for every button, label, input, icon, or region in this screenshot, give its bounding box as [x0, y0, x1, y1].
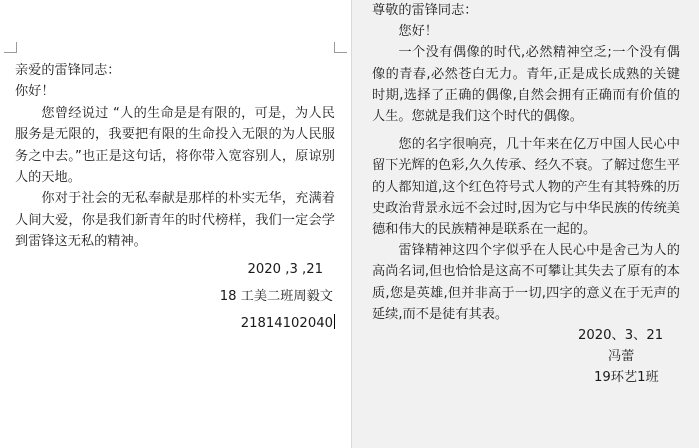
greeting: 您好！: [398, 24, 438, 40]
signature-name: 冯蕾: [608, 349, 635, 365]
salutation: 尊敬的雷锋同志：: [372, 3, 478, 18]
page-margin-corner-mark: [334, 42, 347, 53]
right-letter-body: [372, 0, 680, 389]
salutation: 亲爱的雷锋同志：: [15, 63, 121, 78]
signature-class-name: 18 工美二班周毅文: [219, 289, 333, 305]
page-margin-corner-mark: [4, 42, 17, 53]
spacer: [372, 127, 680, 134]
letter-paragraph: 您的名字很响亮，几十年来在亿万中国人民心中留下光辉的色彩,久久传承、经久不衰。了解过您生平的人都知道,这个红色符号式人物的产生有其特殊的历史政治背景永远不会过时,因为它与中华民族的传统美德和伟大的民族精神是联系在一起的。: [372, 137, 680, 238]
letter-paragraph: 您曾经说过 “人的生命是是有限的，可是，为人民服务是无限的，我要把有限的生命投入无限的为人民服务之中去。”也正是这句话，将你带入宽容别人，原谅别人的天地。: [15, 105, 335, 186]
greeting: 你好！: [15, 84, 55, 100]
letter-paragraph: 一个没有偶像的时代,必然精神空乏;一个没有偶像的青春,必然苍白无力。青年,正是成长成熟的关键时期,选择了正确的偶像,自然会拥有正确而有价值的人生。您就是我们这个时代的偶像。: [372, 45, 680, 125]
signature-date: 2020、3、21: [578, 328, 664, 344]
signature-student-id-line: [15, 313, 335, 334]
signature-date: 2020 ,3 ,21: [247, 261, 323, 277]
right-letter-page: [352, 0, 699, 448]
letter-paragraph: 你对于社会的无私奉献是那样的朴实无华，充满着人间大爱，你是我们新青年的时代榜样，我们一定会学到雷锋这无私的精神。: [15, 191, 335, 250]
left-letter-body[interactable]: [15, 60, 335, 335]
signature-class-name: 19环艺1班: [594, 370, 659, 386]
letter-paragraph: 雷锋精神这四个字似乎在人民心中是舍己为人的高尚名词,但也恰恰是这高不可攀让其失去了原有的本质,您是英雄,但并非高于一切,四字的意义在于无声的延续,而不是徒有其表。: [372, 243, 680, 322]
text-cursor: [334, 314, 335, 329]
signature-student-id: 21814102040: [240, 316, 333, 332]
